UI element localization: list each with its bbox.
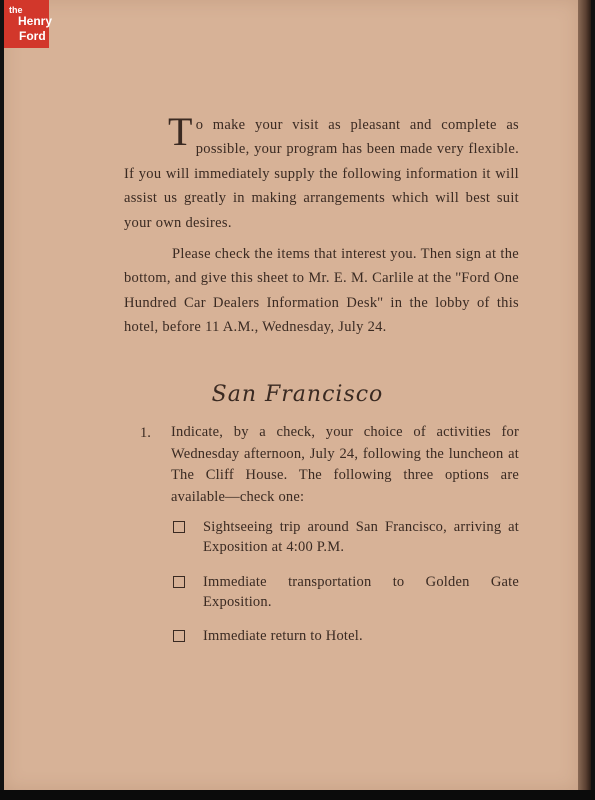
- section-heading-san-francisco: San Francisco: [211, 382, 384, 407]
- checkbox-sightseeing[interactable]: [173, 521, 185, 533]
- intro-paragraph-1-text: o make your visit as pleasant and complete as possible, your program has been made very flexible. If you will immediately supply the following information it will assist us greatly in making arrangements which will best suit your own desires.: [124, 117, 519, 231]
- option-golden-gate-label: Immediate transportation to Golden Gate Exposition.: [203, 574, 519, 610]
- henry-ford-logo: [4, 0, 53, 48]
- scan-border: [0, 790, 595, 800]
- checkbox-return-hotel[interactable]: [173, 630, 185, 642]
- item-instructions: Indicate, by a check, your choice of activities for Wednesday afternoon, July 24, following the luncheon at The Cliff House. The following three options are available—check one:: [171, 424, 519, 505]
- logo-text-the: the: [9, 5, 23, 15]
- item-number: 1.: [140, 425, 151, 441]
- drop-cap: T: [168, 109, 193, 154]
- option-return-hotel-label: Immediate return to Hotel.: [203, 628, 363, 644]
- checkbox-golden-gate[interactable]: [173, 576, 185, 588]
- logo-text-ford: Ford: [19, 29, 46, 43]
- option-sightseeing-label: Sightseeing trip around San Francisco, arriving at Exposition at 4:00 P.M.: [203, 519, 519, 555]
- intro-paragraph-1: [124, 109, 519, 235]
- intro-paragraph-2: Please check the items that interest you. Then sign at the bottom, and give this sheet to Mr. E. M. Carlile at the ''Ford One Hundred Car Dealers Information Desk'' in the lobby of this hotel, before 11 A.M., Wednesday, July 24.: [124, 246, 519, 336]
- logo-text-henry: Henry: [18, 14, 53, 28]
